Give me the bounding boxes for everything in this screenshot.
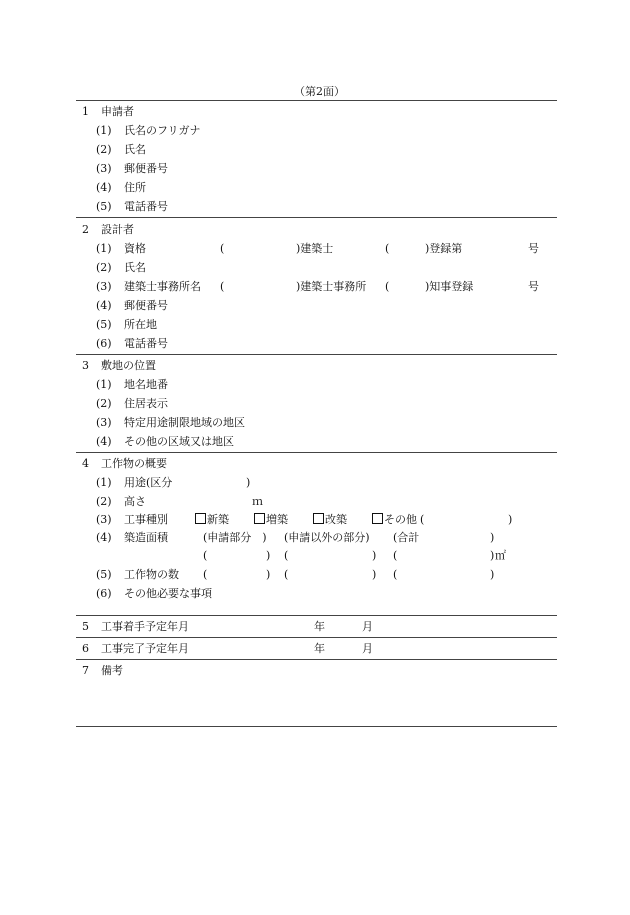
section-number: 7 [82, 664, 89, 677]
item-number: (4) [96, 435, 112, 448]
section-title: 工作物の概要 [101, 457, 167, 470]
paren-close: ) [490, 568, 495, 581]
paren-open: ( [393, 549, 398, 562]
item-label: 住所 [124, 181, 146, 194]
item-number: (3) [96, 416, 112, 429]
governor-registration-label: )知事登録 [425, 280, 474, 293]
item-label: 用途(区分 [124, 476, 173, 489]
item-label: 郵便番号 [124, 299, 168, 312]
number-suffix: 号 [528, 242, 539, 255]
paren-open: ( [220, 242, 225, 255]
divider [76, 615, 557, 616]
divider [76, 726, 557, 727]
item-label: 住居表示 [124, 397, 168, 410]
work-type-rebuild-checkbox[interactable] [313, 513, 347, 527]
divider [76, 637, 557, 638]
item-number: (4) [96, 299, 112, 312]
item-number: (2) [96, 495, 112, 508]
paren-close: ) [266, 568, 271, 581]
height-unit: ｍ [252, 495, 263, 508]
divider [76, 100, 557, 101]
paren-close: ) [372, 568, 377, 581]
paren-open: ( [385, 280, 390, 293]
item-label: 築造面積 [124, 531, 168, 544]
item-number: (5) [96, 318, 112, 331]
divider [76, 452, 557, 453]
item-number: (6) [96, 587, 112, 600]
section-title: 工事着手予定年月 [101, 620, 189, 633]
year-label: 年 [314, 642, 325, 655]
item-label: 郵便番号 [124, 162, 168, 175]
section-number: 5 [82, 620, 89, 633]
item-number: (5) [96, 568, 112, 581]
work-type-label: 改築 [325, 513, 347, 526]
page-label: （第2面） [294, 85, 345, 98]
divider [76, 354, 557, 355]
office-class-label: )建築士事務所 [296, 280, 367, 293]
month-label: 月 [362, 642, 373, 655]
divider [76, 659, 557, 660]
item-label: 工作物の数 [124, 568, 179, 581]
item-label: 工事種別 [124, 513, 168, 526]
item-number: (2) [96, 143, 112, 156]
year-label: 年 [314, 620, 325, 633]
section-number: 1 [82, 105, 89, 118]
paren-close: ) [508, 513, 513, 526]
section-title: 工事完了予定年月 [101, 642, 189, 655]
section-number: 3 [82, 359, 89, 372]
number-suffix: 号 [528, 280, 539, 293]
item-label: 高さ [124, 495, 146, 508]
paren-open: ( [385, 242, 390, 255]
paren-open: ( [220, 280, 225, 293]
work-type-label: その他 [384, 513, 417, 526]
item-number: (1) [96, 476, 112, 489]
item-number: (4) [96, 181, 112, 194]
item-number: (1) [96, 242, 112, 255]
section-number: 4 [82, 457, 89, 470]
checkbox-icon [254, 513, 265, 524]
paren-close: ) [266, 549, 271, 562]
item-number: (6) [96, 337, 112, 350]
checkbox-icon [195, 513, 206, 524]
section-number: 2 [82, 223, 89, 236]
area-other-label: (申請以外の部分) [284, 531, 370, 544]
item-number: (3) [96, 280, 112, 293]
item-number: (1) [96, 378, 112, 391]
item-label: 地名地番 [124, 378, 168, 391]
area-total-label: (合計 [393, 531, 420, 544]
item-number: (2) [96, 397, 112, 410]
paren-close: ) [246, 476, 251, 489]
item-label: 氏名 [124, 261, 146, 274]
registration-label: )登録第 [425, 242, 463, 255]
work-type-label: 増築 [266, 513, 288, 526]
work-type-extension-checkbox[interactable] [254, 513, 288, 527]
item-number: (4) [96, 531, 112, 544]
paren-open: ( [284, 549, 289, 562]
paren-open: ( [203, 549, 208, 562]
section-title: 設計者 [101, 223, 134, 236]
architect-class-label: )建築士 [296, 242, 334, 255]
paren-close: ) [490, 549, 495, 562]
item-label: 氏名のフリガナ [124, 124, 201, 137]
divider [76, 217, 557, 218]
paren-close: ) [490, 531, 495, 544]
item-number: (3) [96, 162, 112, 175]
item-label: 建築士事務所名 [124, 280, 201, 293]
item-number: (1) [96, 124, 112, 137]
item-label: 資格 [124, 242, 146, 255]
item-label: 電話番号 [124, 337, 168, 350]
item-number: (2) [96, 261, 112, 274]
work-type-label: 新築 [207, 513, 229, 526]
paren-open: ( [393, 568, 398, 581]
section-number: 6 [82, 642, 89, 655]
item-label: その他必要な事項 [124, 587, 212, 600]
month-label: 月 [362, 620, 373, 633]
work-type-other-checkbox[interactable] [372, 513, 417, 527]
item-number: (3) [96, 513, 112, 526]
item-label: 電話番号 [124, 200, 168, 213]
item-number: (5) [96, 200, 112, 213]
paren-open: ( [420, 513, 425, 526]
paren-open: ( [203, 568, 208, 581]
section-title: 備考 [101, 664, 123, 677]
area-unit: ㎡ [495, 549, 506, 562]
area-applied-label: (申請部分 ) [203, 531, 267, 544]
section-title: 申請者 [101, 105, 134, 118]
work-type-new-checkbox[interactable] [195, 513, 229, 527]
checkbox-icon [372, 513, 383, 524]
item-label: 氏名 [124, 143, 146, 156]
paren-close: ) [372, 549, 377, 562]
item-label: 所在地 [124, 318, 157, 331]
item-label: 特定用途制限地域の地区 [124, 416, 245, 429]
section-title: 敷地の位置 [101, 359, 156, 372]
checkbox-icon [313, 513, 324, 524]
paren-open: ( [284, 568, 289, 581]
item-label: その他の区域又は地区 [124, 435, 234, 448]
